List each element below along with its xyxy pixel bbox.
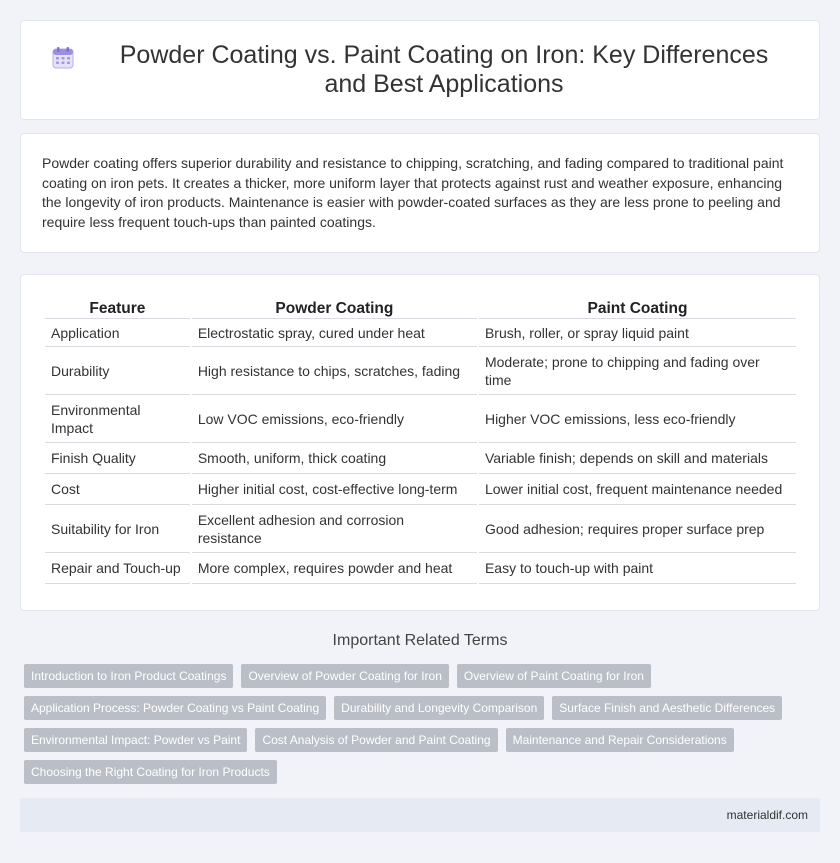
row-powder: Higher initial cost, cost-effective long-term <box>192 474 477 505</box>
table-row <box>45 553 796 584</box>
related-term-tag[interactable]: Surface Finish and Aesthetic Differences <box>552 696 782 720</box>
related-term-tag[interactable]: Overview of Paint Coating for Iron <box>457 664 651 688</box>
summary-card <box>20 133 820 253</box>
header-paint-coating: Paint Coating <box>479 297 796 319</box>
row-powder: High resistance to chips, scratches, fading <box>192 347 477 395</box>
table-row <box>45 395 796 443</box>
row-paint: Moderate; prone to chipping and fading over time <box>479 347 796 395</box>
table-row <box>45 319 796 347</box>
summary-text: Powder coating offers superior durability and resistance to chipping, scratching, and fading compared to traditional paint coating on iron pets. It creates a thicker, more uniform layer that protects against rust and weather exposure, enhancing the longevity of iron products. Maintenance is easier with powder-coated surfaces as they are less prone to peeling and require less frequent touch-ups than painted coatings. <box>42 155 784 230</box>
row-feature: Cost <box>45 474 190 505</box>
related-terms-title: Important Related Terms <box>332 632 508 649</box>
header-feature: Feature <box>45 297 190 319</box>
related-term-tag[interactable]: Cost Analysis of Powder and Paint Coating <box>255 728 497 752</box>
row-powder: Smooth, uniform, thick coating <box>192 443 477 474</box>
related-term-tag[interactable]: Overview of Powder Coating for Iron <box>241 664 448 688</box>
related-term-tag[interactable]: Choosing the Right Coating for Iron Products <box>24 760 277 784</box>
row-powder: More complex, requires powder and heat <box>192 553 477 584</box>
table-header-row <box>45 297 796 319</box>
title-wrap <box>50 41 790 99</box>
title-card <box>20 20 820 120</box>
row-feature: Application <box>45 319 190 347</box>
row-feature: Finish Quality <box>45 443 190 474</box>
row-paint: Brush, roller, or spray liquid paint <box>479 319 796 347</box>
page-title: Powder Coating vs. Paint Coating on Iron: Key Differences and Best Applications <box>119 41 769 98</box>
table-row <box>45 474 796 505</box>
row-paint: Lower initial cost, frequent maintenance needed <box>479 474 796 505</box>
row-paint: Good adhesion; requires proper surface prep <box>479 505 796 553</box>
table-row <box>45 347 796 395</box>
footer <box>20 798 820 832</box>
row-paint: Higher VOC emissions, less eco-friendly <box>479 395 796 443</box>
row-feature: Suitability for Iron <box>45 505 190 553</box>
row-paint: Variable finish; depends on skill and materials <box>479 443 796 474</box>
related-term-tag[interactable]: Introduction to Iron Product Coatings <box>24 664 233 688</box>
row-feature: Environmental Impact <box>45 395 190 443</box>
row-powder: Low VOC emissions, eco-friendly <box>192 395 477 443</box>
comparison-table <box>43 297 798 584</box>
related-term-tag[interactable]: Durability and Longevity Comparison <box>334 696 544 720</box>
row-feature: Repair and Touch-up <box>45 553 190 584</box>
row-paint: Easy to touch-up with paint <box>479 553 796 584</box>
related-term-tag[interactable]: Maintenance and Repair Considerations <box>506 728 734 752</box>
row-powder: Excellent adhesion and corrosion resistance <box>192 505 477 553</box>
row-feature: Durability <box>45 347 190 395</box>
row-powder: Electrostatic spray, cured under heat <box>192 319 477 347</box>
related-terms-list <box>24 664 804 792</box>
related-term-tag[interactable]: Application Process: Powder Coating vs Paint Coating <box>24 696 326 720</box>
calendar-icon <box>50 45 76 71</box>
related-term-tag[interactable]: Environmental Impact: Powder vs Paint <box>24 728 247 752</box>
footer-site-link[interactable]: materialdif.com <box>726 808 808 822</box>
table-row <box>45 505 796 553</box>
table-row <box>45 443 796 474</box>
header-powder-coating: Powder Coating <box>192 297 477 319</box>
comparison-table-card <box>20 274 820 611</box>
